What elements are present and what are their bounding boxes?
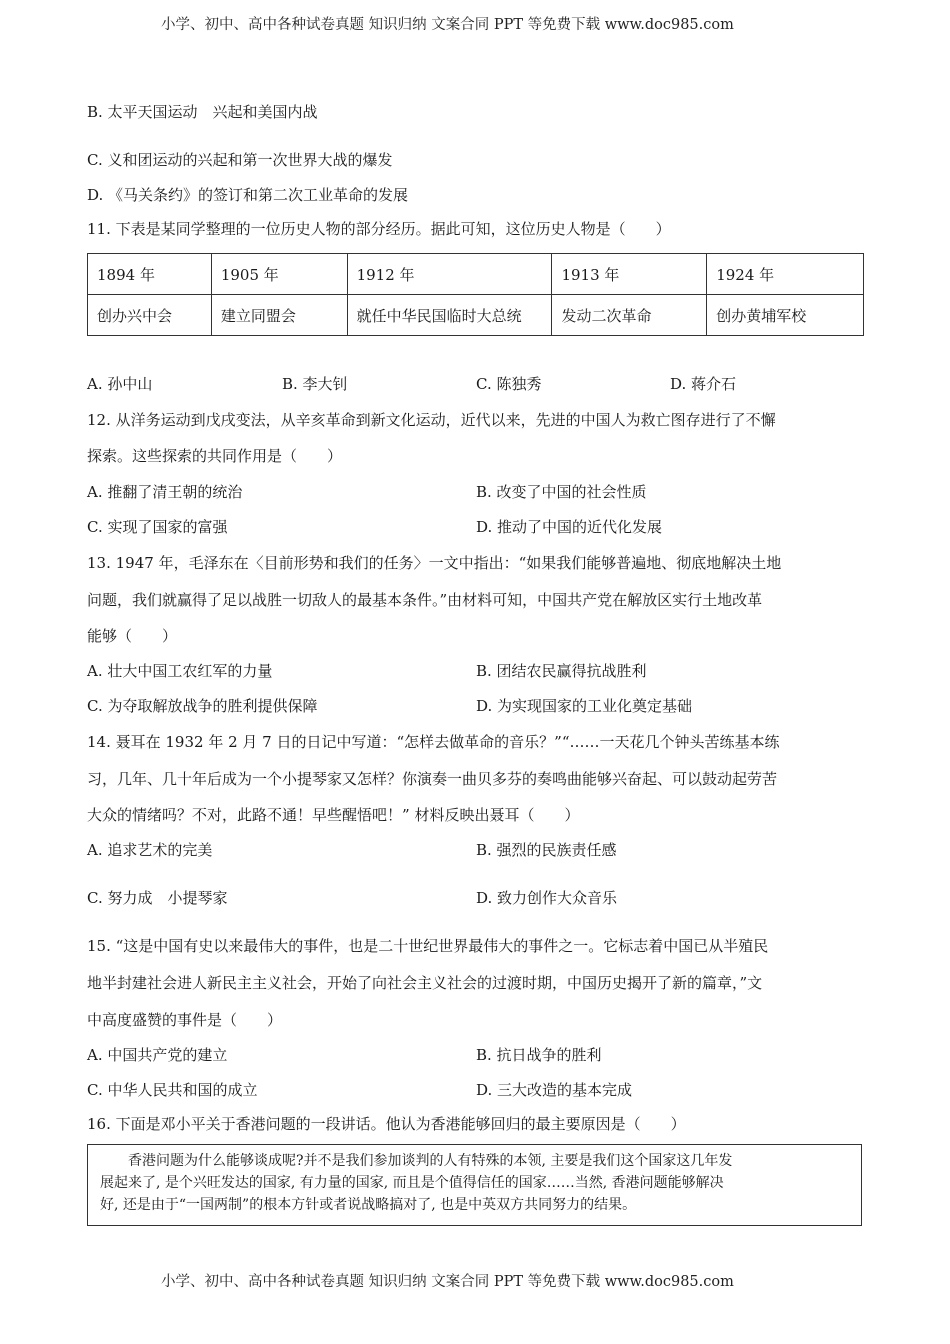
q16-quote-line-3: 好, 还是由于“一国两制”的根本方针或者说战略搞对了, 也是中英双方共同努力的结果。 — [100, 1197, 637, 1213]
q14-stem-line-2: 习，几年、几十年后成为一个小提琴家又怎样？你演奏一曲贝多芬的奏鸣曲能够兴奋起、可以鼓动起劳苦 — [87, 770, 778, 788]
q14-stem-line-1: 14. 聂耳在 1932 年 2 月 7 日的日记中写道：“怎样去做革命的音乐？”“……一天花几个钟头苦练基本练 — [87, 733, 780, 751]
table-cell-event: 建立同盟会 — [211, 295, 347, 336]
q10-option-d: D. 《马关条约》的签订和第二次工业革命的发展 — [87, 186, 409, 204]
table-cell-year: 1913 年 — [552, 254, 707, 295]
q13-option-d: D. 为实现国家的工业化奠定基础 — [476, 697, 693, 715]
q15-option-d: D. 三大改造的基本完成 — [476, 1081, 633, 1099]
q13-options-row-1 — [87, 661, 867, 681]
q13-stem-line-1: 13. 1947 年，毛泽东在〈目前形势和我们的任务〉一文中指出：“如果我们能够普遍地、彻底地解决土地 — [87, 554, 782, 572]
q13-option-c: C. 为夺取解放战争的胜利提供保障 — [87, 697, 318, 715]
q12-option-c: C. 实现了国家的富强 — [87, 518, 228, 536]
q15-option-a: A. 中国共产党的建立 — [87, 1046, 228, 1064]
q11-option-a: A. 孙中山 — [87, 375, 153, 393]
q16-quote-line-1: 香港问题为什么能够谈成呢?并不是我们参加谈判的人有特殊的本领, 主要是我们这个国家这几年发 — [100, 1153, 733, 1169]
q12-options-row-1 — [87, 482, 867, 502]
table-cell-year: 1912 年 — [347, 254, 552, 295]
q15-stem-line-3: 中高度盛赞的事件是（ ） — [87, 1011, 283, 1029]
q16-quote-line-2: 展起来了, 是个兴旺发达的国家, 有力量的国家, 而且是个值得信任的国家……当然, 香港问题能够解决 — [100, 1175, 724, 1191]
table-cell-event: 发动二次革命 — [552, 295, 707, 336]
q11-option-b: B. 李大钊 — [282, 375, 348, 393]
page-header: 小学、初中、高中各种试卷真题 知识归纳 文案合同 PPT 等免费下载 www.doc985.com — [161, 17, 734, 33]
q15-stem-line-2: 地半封建社会进人新民主主义社会，开始了向社会主义社会的过渡时期，中国历史揭开了新的篇章，”文 — [87, 974, 763, 992]
q16-quote-box — [87, 1144, 862, 1226]
q14-option-d: D. 致力创作大众音乐 — [476, 889, 618, 907]
q15-options-row-2 — [87, 1080, 867, 1100]
table-cell-year: 1894 年 — [88, 254, 212, 295]
page-footer: 小学、初中、高中各种试卷真题 知识归纳 文案合同 PPT 等免费下载 www.doc985.com — [161, 1274, 734, 1290]
q15-option-c: C. 中华人民共和国的成立 — [87, 1081, 258, 1099]
q15-options-row-1 — [87, 1045, 867, 1065]
q14-option-b: B. 强烈的民族责任感 — [476, 841, 617, 859]
table-cell-year: 1924 年 — [707, 254, 864, 295]
q11-option-d: D. 蒋介石 — [670, 375, 737, 393]
q14-stem-line-3: 大众的情绪吗？不对，此路不通！早些醒悟吧！” 材料反映出聂耳（ ） — [87, 806, 580, 824]
q13-option-a: A. 壮大中国工农红军的力量 — [87, 662, 273, 680]
q12-option-b: B. 改变了中国的社会性质 — [476, 483, 647, 501]
q11-history-table — [87, 253, 864, 336]
q13-options-row-2 — [87, 696, 867, 716]
table-cell-year: 1905 年 — [211, 254, 347, 295]
q14-options-row-1 — [87, 840, 867, 860]
q13-stem-line-2: 问题，我们就赢得了足以战胜一切敌人的最基本条件。”由材料可知，中国共产党在解放区实行土地改革 — [87, 591, 763, 609]
q13-option-b: B. 团结农民赢得抗战胜利 — [476, 662, 647, 680]
q12-stem-line-2: 探索。这些探索的共同作用是（ ） — [87, 447, 343, 465]
q11-options — [87, 374, 867, 394]
q14-option-c: C. 努力成 小提琴家 — [87, 889, 228, 907]
q12-option-d: D. 推动了中国的近代化发展 — [476, 518, 663, 536]
q15-stem-line-1: 15. “这是中国有史以来最伟大的事件，也是二十世纪世界最伟大的事件之一。它标志着中国已从半殖民 — [87, 937, 769, 955]
q10-option-c: C. 义和团运动的兴起和第一次世界大战的爆发 — [87, 151, 393, 169]
q12-options-row-2 — [87, 517, 867, 537]
table-row-years — [88, 254, 864, 295]
table-cell-event: 就任中华民国临时大总统 — [347, 295, 552, 336]
q11-option-c: C. 陈独秀 — [476, 375, 542, 393]
table-cell-event: 创办兴中会 — [88, 295, 212, 336]
q12-stem-line-1: 12. 从洋务运动到戊戌变法，从辛亥革命到新文化运动，近代以来，先进的中国人为救亡图存进行了不懈 — [87, 411, 776, 429]
q14-options-row-2 — [87, 888, 867, 908]
table-cell-event: 创办黄埔军校 — [707, 295, 864, 336]
q16-stem: 16. 下面是邓小平关于香港问题的一段讲话。他认为香港能够回归的最主要原因是（ ） — [87, 1115, 686, 1133]
table-row-events — [88, 295, 864, 336]
q14-option-a: A. 追求艺术的完美 — [87, 841, 213, 859]
q10-option-b: B. 太平天国运动 兴起和美国内战 — [87, 103, 318, 121]
q11-stem: 11. 下表是某同学整理的一位历史人物的部分经历。据此可知，这位历史人物是（ ） — [87, 220, 671, 238]
q12-option-a: A. 推翻了清王朝的统治 — [87, 483, 243, 501]
q15-option-b: B. 抗日战争的胜利 — [476, 1046, 602, 1064]
q13-stem-line-3: 能够（ ） — [87, 627, 178, 645]
